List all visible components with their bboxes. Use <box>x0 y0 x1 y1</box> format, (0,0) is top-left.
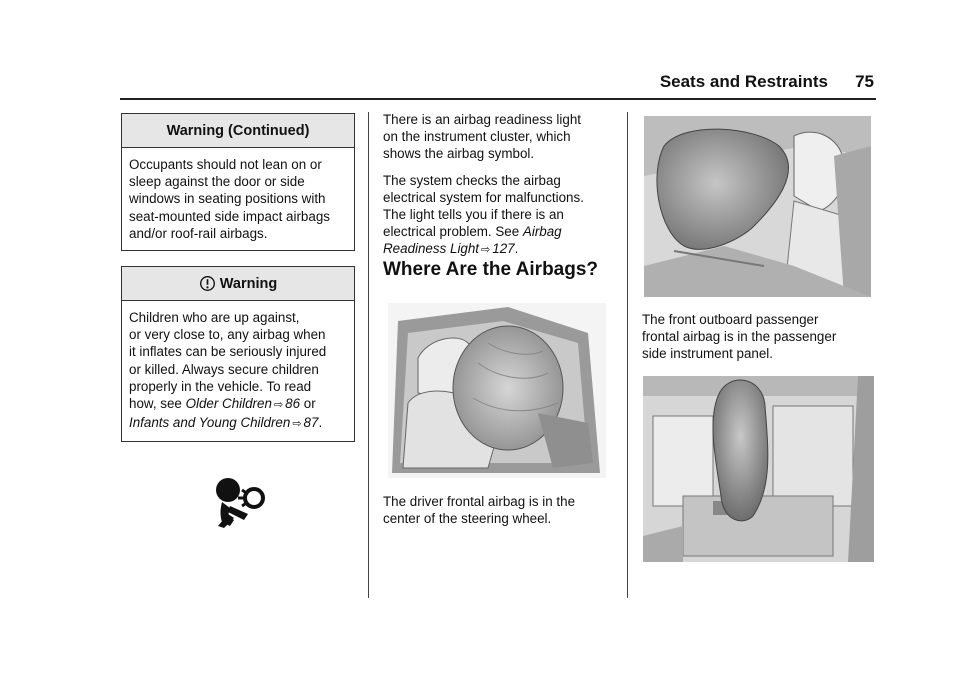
warning-box-body <box>122 301 354 441</box>
page-ref-arrow-icon: ⇨ <box>273 399 284 412</box>
text-line: on the instrument cluster, which <box>383 129 571 145</box>
warning-title-text: Warning <box>219 275 278 292</box>
airbag-readiness-icon <box>208 476 272 528</box>
page-header <box>120 70 876 100</box>
side-airbag-illustration <box>643 376 874 562</box>
warning-line: seat-mounted side impact airbags <box>129 208 330 224</box>
text-line: The front outboard passenger <box>642 312 819 327</box>
warning-line: properly in the vehicle. To read <box>129 378 312 394</box>
infants-children-link[interactable]: Infants and Young Children <box>129 415 291 431</box>
or-text: or <box>300 396 316 412</box>
period-text: . <box>318 415 323 431</box>
warning-line: or killed. Always secure children <box>129 361 319 377</box>
see-text: how, see <box>129 396 186 412</box>
text-line: frontal airbag is in the passenger <box>642 329 837 345</box>
warning-line: Children who are up against, <box>129 310 300 325</box>
text-line: side instrument panel. <box>642 346 774 362</box>
section-title: Seats and Restraints <box>659 72 828 91</box>
warning-box-continued <box>121 113 355 251</box>
text-line: electrical system for malfunctions. <box>383 189 584 205</box>
passenger-airbag-illustration <box>644 116 871 297</box>
older-children-link[interactable]: Older Children <box>185 396 272 412</box>
warning-line: or very close to, any airbag when <box>129 327 326 343</box>
page-ref-arrow-icon: ⇨ <box>481 244 491 257</box>
warning-line: it inflates can be seriously injured <box>129 344 327 360</box>
driver-caption <box>383 493 619 527</box>
see-text: electrical problem. See <box>383 224 523 240</box>
text-line: There is an airbag readiness light <box>383 112 581 127</box>
middle-column <box>383 111 619 269</box>
column-divider-right <box>627 112 628 598</box>
warning-box-title: Warning (Continued) <box>122 114 354 148</box>
system-check-paragraph <box>383 172 619 260</box>
warning-line <box>129 395 348 414</box>
airbag-readiness-link-cont[interactable]: Readiness Light <box>383 241 480 257</box>
text-line: shows the airbag symbol. <box>383 146 535 162</box>
section-heading: Where Are the Airbags? <box>383 259 599 280</box>
warning-box-body <box>122 148 354 250</box>
warning-line: windows in seating positions with <box>129 191 326 207</box>
readiness-paragraph <box>383 111 619 163</box>
airbag-readiness-link[interactable]: Airbag <box>522 224 562 240</box>
warning-box-children <box>121 266 355 442</box>
period-text: . <box>514 241 519 257</box>
text-line: The system checks the airbag <box>383 172 561 188</box>
driver-airbag-illustration <box>388 303 606 478</box>
infants-children-page[interactable]: 87 <box>303 415 319 431</box>
page-ref-arrow-icon: ⇨ <box>292 418 302 431</box>
warning-line <box>129 414 348 433</box>
text-line: center of the steering wheel. <box>383 511 552 527</box>
column-divider-left <box>368 112 369 598</box>
warning-line: Occupants should not lean on or <box>129 157 322 172</box>
warning-line: and/or roof-rail airbags. <box>129 225 268 241</box>
passenger-caption <box>642 311 878 363</box>
warning-box-title <box>122 267 354 301</box>
airbag-readiness-page[interactable]: 127 <box>492 241 515 257</box>
older-children-page[interactable]: 86 <box>285 396 301 412</box>
text-line: The driver frontal airbag is in the <box>383 494 576 509</box>
page-number: 75 <box>855 72 874 91</box>
text-line: The light tells you if there is an <box>383 207 564 223</box>
warning-line: sleep against the door or side <box>129 174 305 190</box>
warning-triangle-icon <box>199 275 216 292</box>
